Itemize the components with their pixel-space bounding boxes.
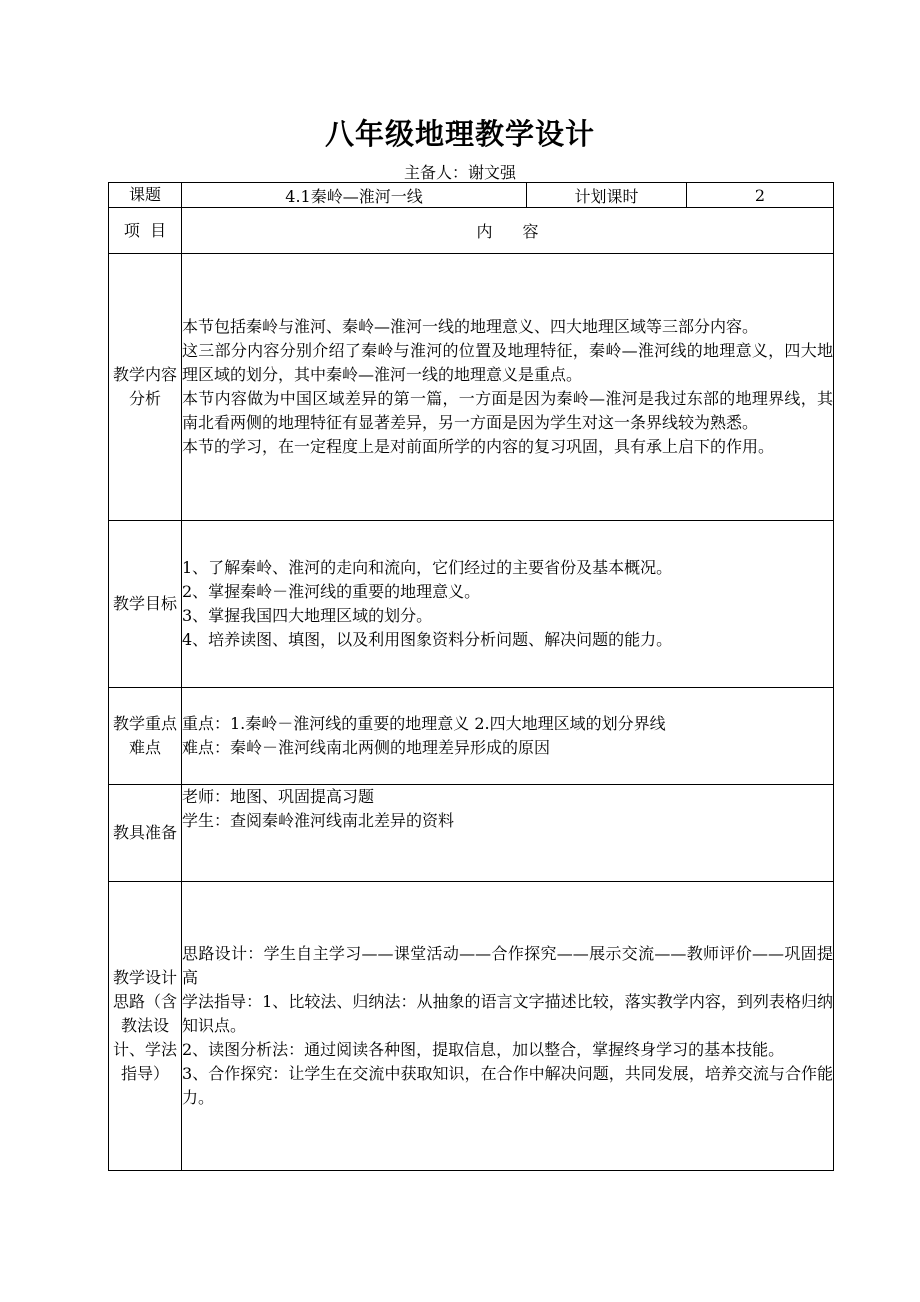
goal-item: 3、掌握我国四大地理区域的划分。 [182,606,433,625]
lesson-plan-table [108,182,834,1171]
analysis-paragraph: 这三部分内容分别介绍了秦岭与淮河的位置及地理特征，秦岭—淮河线的地理意义，四大地理区域的划分，其中秦岭—淮河一线的地理意义是重点。 [182,341,833,384]
goal-item: 4、培养读图、填图，以及利用图象资料分析问题、解决问题的能力。 [182,630,673,649]
content-header-char-1: 内 [476,222,493,241]
hours-value: 2 [687,183,834,208]
design-row [109,882,834,1171]
analysis-label: 教学内容分析 [109,254,182,521]
design-label: 教学设计思路（含教法设计、学法指导） [109,882,182,1171]
goal-item: 2、掌握秦岭－淮河线的重要的地理意义。 [182,582,481,601]
analysis-paragraph: 本节的学习，在一定程度上是对前面所学的内容的复习巩固，具有承上启下的作用。 [182,437,775,456]
goals-content [182,521,834,688]
content-header-char-2: 容 [522,222,539,241]
design-paragraph: 学法指导：1、比较法、归纳法：从抽象的语言文字描述比较，落实教学内容，到列表格归纳知识点。 [182,992,833,1035]
keypoint-item: 难点：秦岭－淮河线南北两侧的地理差异形成的原因 [182,738,551,757]
item-header-text: 项 目 [123,220,167,240]
hours-label: 计划课时 [527,183,687,208]
analysis-paragraph: 本节包括秦岭与淮河、秦岭—淮河一线的地理意义、四大地理区域等三部分内容。 [182,317,759,336]
design-paragraph: 思路设计：学生自主学习——课堂活动——合作探究——展示交流——教师评价——巩固提高 [182,944,833,987]
tools-content [182,785,834,882]
keypoints-label: 教学重点难点 [109,688,182,785]
content-column-header [182,208,834,254]
analysis-row [109,254,834,521]
keypoint-item: 重点：1.秦岭－淮河线的重要的地理意义 2.四大地理区域的划分界线 [182,714,666,733]
topic-row [109,183,834,208]
topic-label: 课题 [109,183,182,208]
author-line: 主备人：谢文强 [403,163,516,182]
keypoints-content [182,688,834,785]
design-content [182,882,834,1171]
tools-label: 教具准备 [109,785,182,882]
goals-row [109,521,834,688]
keypoints-row [109,688,834,785]
design-paragraph: 3、合作探究：让学生在交流中获取知识，在合作中解决问题，共同发展，培养交流与合作能力。 [182,1064,833,1107]
analysis-paragraph: 本节内容做为中国区域差异的第一篇，一方面是因为秦岭—淮河是我过东部的地理界线，其南北看两侧的地理特征有显著差异，另一方面是因为学生对这一条界线较为熟悉。 [182,389,833,432]
analysis-content [182,254,834,521]
tool-item: 学生：查阅秦岭淮河线南北差异的资料 [182,811,455,830]
goal-item: 1、了解秦岭、淮河的走向和流向，它们经过的主要省份及基本概况。 [182,558,673,577]
page-title: 八年级地理教学设计 [324,117,595,151]
goals-label: 教学目标 [109,521,182,688]
design-paragraph: 2、读图分析法：通过阅读各种图，提取信息，加以整合，掌握终身学习的基本技能。 [182,1040,785,1059]
tools-row [109,785,834,882]
item-column-header [109,208,182,254]
topic-value: 4.1秦岭—淮河一线 [182,183,527,208]
column-header-row [109,208,834,254]
tool-item: 老师：地图、巩固提高习题 [182,787,375,806]
